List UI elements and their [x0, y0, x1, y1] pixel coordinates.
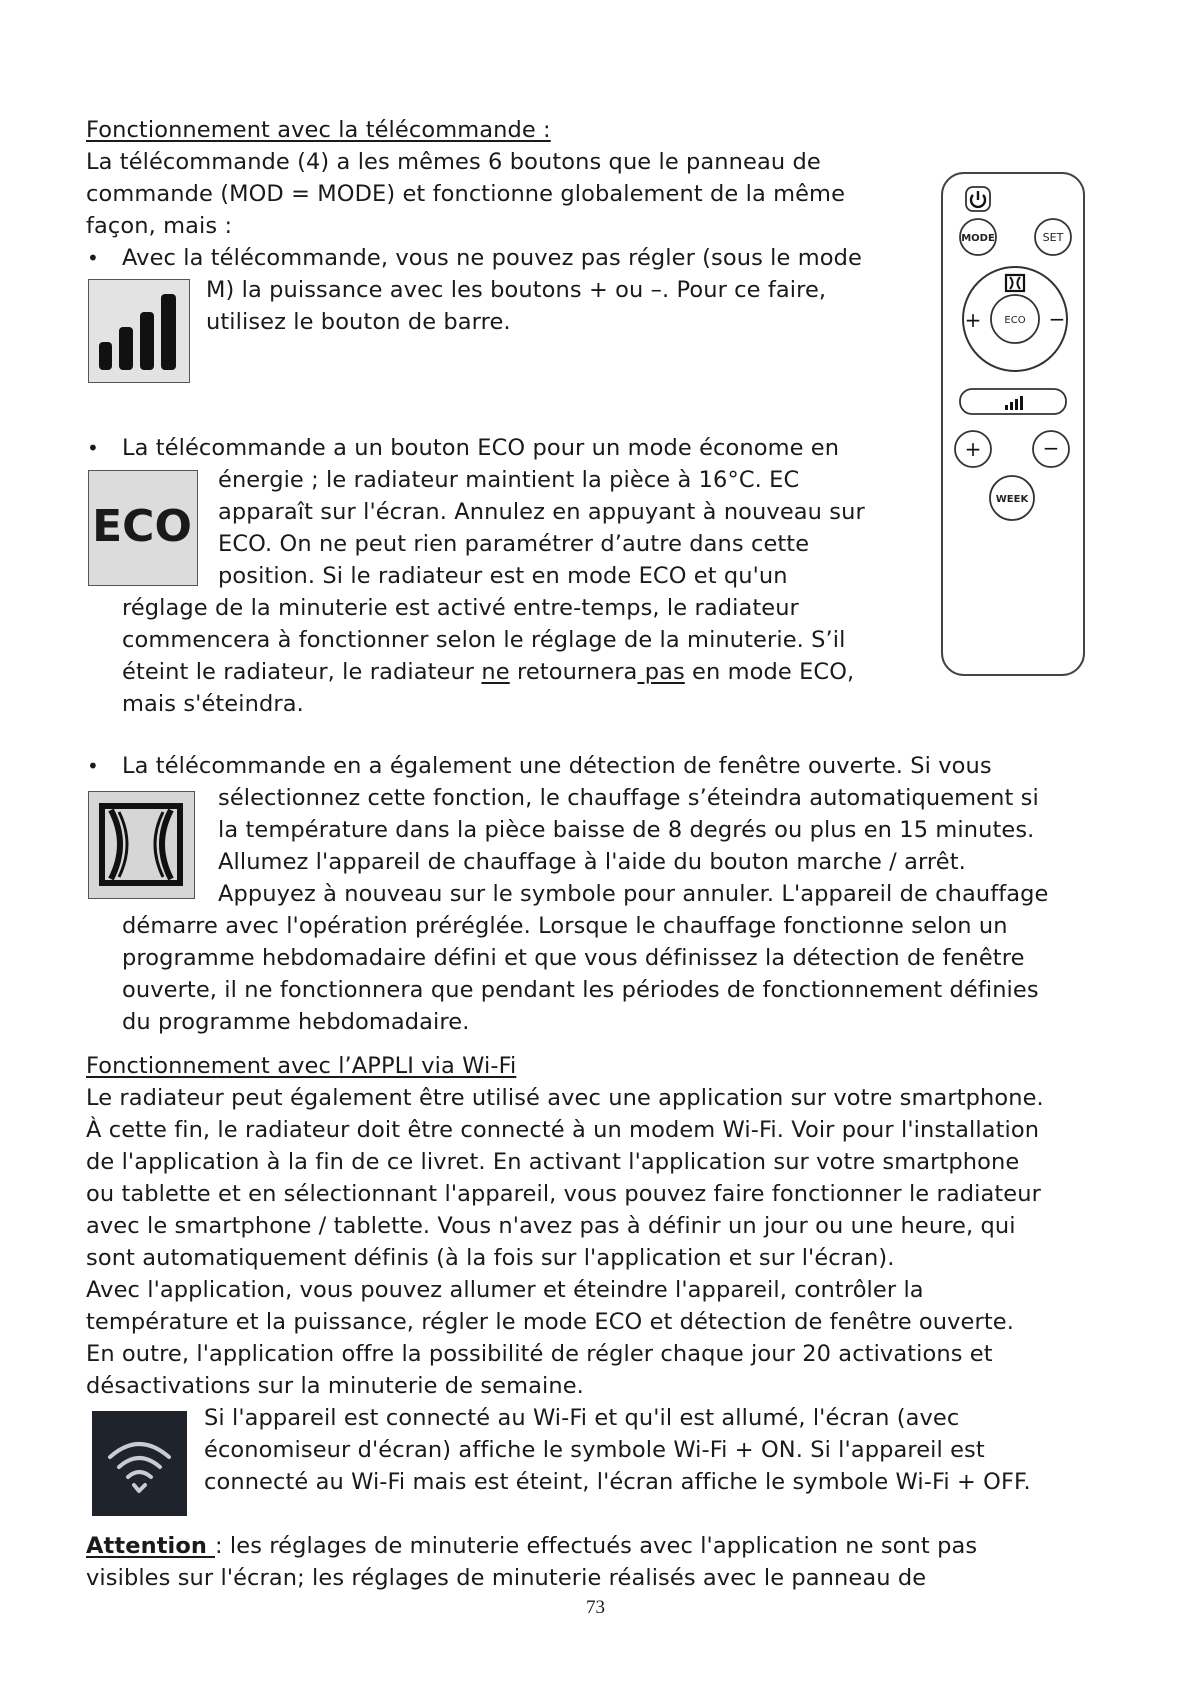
intro-line: commande (MOD = MODE) et fonctionne globalement de la même	[86, 181, 846, 207]
remote-control-illustration	[940, 171, 1086, 677]
svg-text:SET: SET	[1042, 231, 1064, 244]
attention-line: Attention : les réglages de minuterie effectués avec l'application ne sont pas	[86, 1533, 978, 1559]
bullet-eco-line: réglage de la minuterie est activé entre-temps, le radiateur	[122, 595, 799, 621]
bullet-eco-line: La télécommande a un bouton ECO pour un mode économe en	[122, 435, 840, 461]
page-number: 73	[586, 1597, 605, 1618]
bullet-window-line: Allumez l'appareil de chauffage à l'aide du bouton marche / arrêt.	[218, 849, 966, 875]
bullet-eco-line: position. Si le radiateur est en mode ECO et qu'un	[218, 563, 788, 589]
bullet-power-line: M) la puissance avec les boutons + ou –. Pour ce faire,	[206, 277, 827, 303]
wifi-icon	[92, 1411, 187, 1516]
bullet-marker: •	[87, 754, 99, 778]
bullet-window-line: la température dans la pièce baisse de 8 degrés ou plus en 15 minutes.	[218, 817, 1035, 843]
bullet-window-line: du programme hebdomadaire.	[122, 1009, 470, 1035]
bullet-eco-line: commencera à fonctionner selon le réglage de la minuterie. S’il	[122, 627, 846, 653]
app-paragraph-line: À cette fin, le radiateur doit être connecté à un modem Wi-Fi. Voir pour l'installation	[86, 1117, 1040, 1143]
remote-plus-button	[955, 431, 991, 467]
remote-mode-button	[960, 219, 996, 255]
intro-line: façon, mais :	[86, 213, 233, 239]
wifi-line: connecté au Wi-Fi mais est éteint, l'écran affiche le symbole Wi-Fi + OFF.	[204, 1469, 1031, 1495]
bullet-marker: •	[87, 246, 99, 270]
remote-minus-label: −	[1048, 307, 1066, 331]
wifi-line: Si l'appareil est connecté au Wi-Fi et qu'il est allumé, l'écran (avec	[204, 1405, 960, 1431]
section-heading-app: Fonctionnement avec l’APPLI via Wi-Fi	[86, 1053, 517, 1079]
remote-set-button	[1035, 219, 1071, 255]
app-paragraph-line: ou tablette et en sélectionnant l'appareil, vous pouvez faire fonctionner le radiateur	[86, 1181, 1041, 1207]
app-paragraph-line: En outre, l'application offre la possibilité de régler chaque jour 20 activations et	[86, 1341, 993, 1367]
attention-line: visibles sur l'écran; les réglages de minuterie réalisés avec le panneau de	[86, 1565, 927, 1591]
bullet-window-line: programme hebdomadaire défini et que vous définissez la détection de fenêtre	[122, 945, 1025, 971]
app-paragraph-line: de l'application à la fin de ce livret. En activant l'application sur votre smartphone	[86, 1149, 1020, 1175]
section-heading-remote: Fonctionnement avec la télécommande :	[86, 117, 551, 143]
bullet-marker: •	[87, 436, 99, 460]
bullet-window-line: Appuyez à nouveau sur le symbole pour annuler. L'appareil de chauffage	[218, 881, 1049, 907]
app-paragraph-line: avec le smartphone / tablette. Vous n'avez pas à définir un jour ou une heure, qui	[86, 1213, 1016, 1239]
app-paragraph-line: désactivations sur la minuterie de semaine.	[86, 1373, 584, 1399]
bullet-power-line: Avec la télécommande, vous ne pouvez pas régler (sous le mode	[122, 245, 862, 271]
bullet-window-line: démarre avec l'opération préréglée. Lorsque le chauffage fonctionne selon un	[122, 913, 1008, 939]
remote-minus-button	[1033, 431, 1069, 467]
bullet-eco-line: mais s'éteindra.	[122, 691, 304, 717]
bullet-power-line: utilisez le bouton de barre.	[206, 309, 511, 335]
app-paragraph-line: sont automatiquement définis (à la fois sur l'application et sur l'écran).	[86, 1245, 895, 1271]
intro-line: La télécommande (4) a les mêmes 6 boutons que le panneau de	[86, 149, 821, 175]
svg-text:WEEK: WEEK	[995, 494, 1029, 505]
remote-plus-label: +	[964, 308, 982, 332]
power-bars-icon	[88, 279, 190, 383]
app-paragraph-line: température et la puissance, régler le mode ECO et détection de fenêtre ouverte.	[86, 1309, 1014, 1335]
app-paragraph-line: Avec l'application, vous pouvez allumer et éteindre l'appareil, contrôler la	[86, 1277, 924, 1303]
bullet-eco-line: énergie ; le radiateur maintient la pièce à 16°C. EC	[218, 467, 800, 493]
svg-text:MODE: MODE	[961, 233, 995, 244]
svg-text:+: +	[964, 437, 982, 461]
eco-icon-label: ECO	[92, 501, 192, 552]
open-window-icon	[88, 791, 195, 899]
bullet-eco-line: apparaît sur l'écran. Annulez en appuyant à nouveau sur	[218, 499, 865, 525]
bullet-eco-line: éteint le radiateur, le radiateur ne retournera pas en mode ECO,	[122, 659, 855, 685]
bullet-eco-line: ECO. On ne peut rien paramétrer d’autre dans cette	[218, 531, 810, 557]
wifi-line: économiseur d'écran) affiche le symbole Wi-Fi + ON. Si l'appareil est	[204, 1437, 985, 1463]
bullet-window-line: ouverte, il ne fonctionnera que pendant les périodes de fonctionnement définies	[122, 977, 1039, 1003]
bullet-window-line: sélectionnez cette fonction, le chauffage s’éteindra automatiquement si	[218, 785, 1039, 811]
app-paragraph-line: Le radiateur peut également être utilisé avec une application sur votre smartphone.	[86, 1085, 1044, 1111]
bullet-window-line: La télécommande en a également une détection de fenêtre ouverte. Si vous	[122, 753, 992, 779]
svg-text:−: −	[1042, 436, 1060, 460]
remote-eco-button: ECO	[1004, 315, 1026, 326]
attention-label: Attention	[86, 1533, 215, 1559]
remote-week-button	[990, 476, 1034, 520]
eco-icon	[88, 470, 198, 586]
remote-bar-button	[960, 389, 1066, 414]
